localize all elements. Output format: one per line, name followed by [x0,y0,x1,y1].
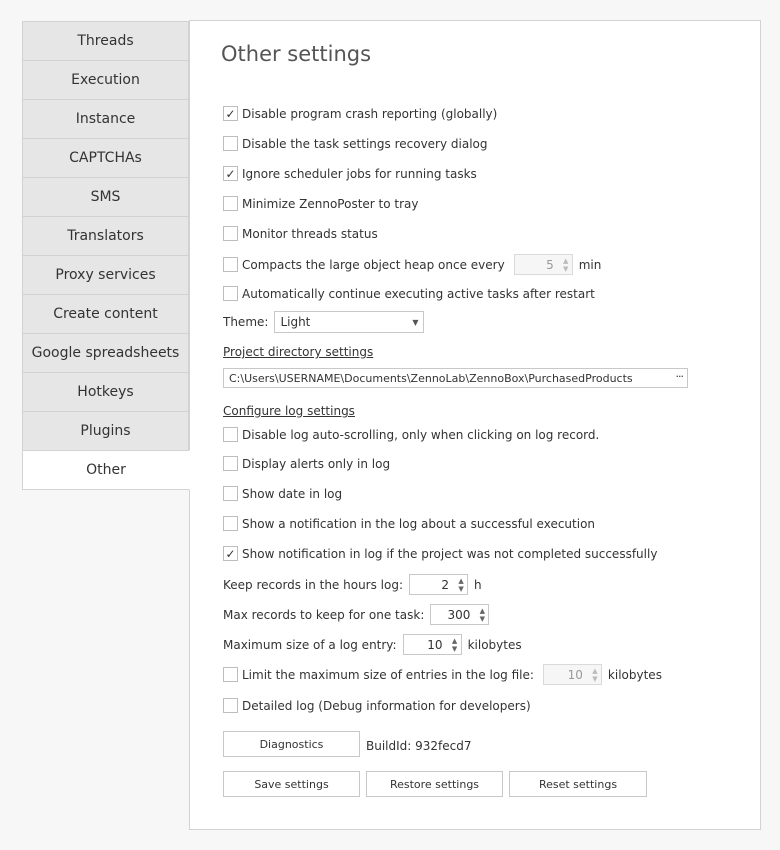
show-date-label: Show date in log [242,486,343,501]
max-entry-unit: kilobytes [467,637,522,652]
compact-heap-label: Compacts the large object heap once every [242,257,505,272]
notify-fail-option[interactable] [223,546,657,561]
sidebar-item-create-content[interactable]: Create content [22,294,189,334]
limit-file-checkbox[interactable] [223,667,238,682]
build-id: BuildId: 932fecd7 [366,739,472,753]
ignore-scheduler-option[interactable] [223,166,477,181]
sidebar-item-plugins[interactable]: Plugins [22,411,189,451]
keep-hours-label: Keep records in the hours log: [223,577,404,592]
crash-reporting-option[interactable] [223,106,497,121]
sidebar-item-other[interactable]: Other [22,450,190,490]
show-date-option[interactable] [223,486,342,501]
keep-hours-value: 2 [441,577,450,592]
notify-fail-label: Show notification in log if the project was not completed successfully [242,546,658,561]
compact-heap-value: 5 [546,257,554,272]
max-entry-label: Maximum size of a log entry: [223,637,397,652]
sidebar-item-proxy-services[interactable]: Proxy services [22,255,189,295]
recovery-dialog-option[interactable] [223,136,488,151]
detailed-log-checkbox[interactable] [223,698,238,713]
theme-select[interactable] [274,311,424,333]
alerts-only-label: Display alerts only in log [242,456,391,471]
auto-continue-label: Automatically continue executing active tasks after restart [242,286,595,301]
compact-heap-unit: min [578,257,602,272]
recovery-dialog-label: Disable the task settings recovery dialog [242,136,488,151]
reset-settings-button[interactable]: Reset settings [509,771,647,797]
ignore-scheduler-checkbox[interactable]: ✓ [223,166,238,181]
theme-row [223,311,424,333]
save-settings-button[interactable]: Save settings [223,771,360,797]
crash-reporting-label: Disable program crash reporting (globally) [242,106,498,121]
project-directory-link[interactable]: Project directory settings [223,345,374,359]
max-entry-value: 10 [427,637,443,652]
sidebar-item-hotkeys[interactable]: Hotkeys [22,372,189,412]
sidebar-item-translators[interactable]: Translators [22,216,189,256]
chevron-down-icon[interactable]: ▼ [412,317,419,327]
limit-file-stepper[interactable] [543,664,602,685]
stepper-arrows-icon[interactable]: ▲ ▼ [563,256,569,273]
keep-hours-unit: h [474,577,482,592]
stepper-arrows-icon[interactable]: ▲ ▼ [479,606,486,623]
theme-label: Theme: [223,315,269,329]
settings-panel [189,20,761,830]
alerts-only-option[interactable] [223,456,390,471]
monitor-threads-option[interactable] [223,226,378,241]
compact-heap-checkbox[interactable] [223,257,238,272]
settings-sidebar [22,21,189,490]
sidebar-item-instance[interactable]: Instance [22,99,189,139]
log-autoscroll-option[interactable] [223,427,599,442]
compact-heap-stepper[interactable] [514,254,573,275]
minimize-tray-option[interactable] [223,196,419,211]
sidebar-item-threads[interactable]: Threads [22,21,189,61]
sidebar-item-google-spreadsheets[interactable]: Google spreadsheets [22,333,189,373]
theme-value: Light [280,315,311,329]
show-date-checkbox[interactable] [223,486,238,501]
log-autoscroll-label: Disable log auto-scrolling, only when clicking on log record. [242,427,600,442]
project-directory-path: C:\Users\USERNAME\Documents\ZennoLab\ZennoBox\PurchasedProducts [229,371,633,385]
minimize-tray-checkbox[interactable] [223,196,238,211]
crash-reporting-checkbox[interactable]: ✓ [223,106,238,121]
stepper-arrows-icon[interactable]: ▲ ▼ [458,576,464,593]
project-directory-field[interactable] [223,368,688,388]
monitor-threads-checkbox[interactable] [223,226,238,241]
auto-continue-option[interactable] [223,286,595,301]
keep-hours-stepper[interactable] [409,574,468,595]
keep-hours-row [223,574,482,595]
notify-success-label: Show a notification in the log about a successful execution [242,516,596,531]
max-records-label: Max records to keep for one task: [223,607,425,622]
alerts-only-checkbox[interactable] [223,456,238,471]
notify-fail-checkbox[interactable]: ✓ [223,546,238,561]
max-records-value: 300 [447,607,471,622]
max-records-stepper[interactable] [430,604,489,625]
sidebar-item-captchas[interactable]: CAPTCHAs [22,138,189,178]
sidebar-item-execution[interactable]: Execution [22,60,189,100]
compact-heap-option[interactable] [223,254,601,275]
restore-settings-button[interactable]: Restore settings [366,771,503,797]
diagnostics-button[interactable]: Diagnostics [223,731,360,757]
max-entry-row [223,634,522,655]
max-entry-stepper[interactable] [403,634,462,655]
limit-file-option[interactable] [223,664,662,685]
browse-button[interactable]: ··· [675,370,683,383]
stepper-arrows-icon[interactable]: ▲ ▼ [592,666,598,683]
log-autoscroll-checkbox[interactable] [223,427,238,442]
detailed-log-option[interactable] [223,698,531,713]
minimize-tray-label: Minimize ZennoPoster to tray [242,196,419,211]
max-records-row [223,604,495,625]
limit-file-value: 10 [567,667,583,682]
limit-file-label: Limit the maximum size of entries in the log file: [242,667,534,682]
notify-success-option[interactable] [223,516,595,531]
stepper-arrows-icon[interactable]: ▲ ▼ [451,636,458,653]
page-title: Other settings [221,42,372,66]
monitor-threads-label: Monitor threads status [242,226,378,241]
recovery-dialog-checkbox[interactable] [223,136,238,151]
detailed-log-label: Detailed log (Debug information for developers) [242,698,531,713]
limit-file-unit: kilobytes [607,667,662,682]
notify-success-checkbox[interactable] [223,516,238,531]
configure-log-link[interactable]: Configure log settings [223,404,355,418]
auto-continue-checkbox[interactable] [223,286,238,301]
sidebar-item-sms[interactable]: SMS [22,177,189,217]
ignore-scheduler-label: Ignore scheduler jobs for running tasks [242,166,477,181]
